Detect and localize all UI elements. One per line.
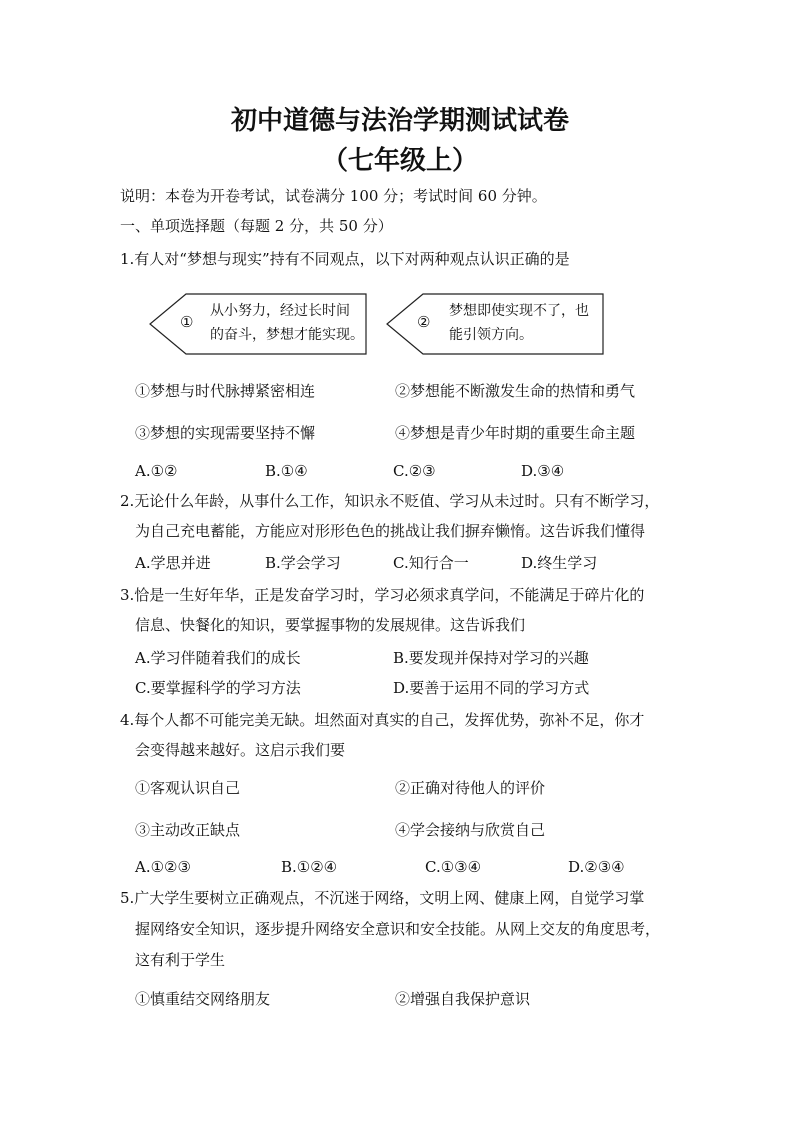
question-1-stem: 1.有人对“梦想与现实”持有不同观点，以下对两种观点认识正确的是 — [120, 250, 570, 268]
instructions: 说明：本卷为开卷考试，试卷满分 100 分；考试时间 60 分钟。 — [120, 187, 547, 205]
question-1-option-a: A.①② — [135, 462, 178, 480]
viewpoint-2-line-2: 能引领方向。 — [449, 327, 533, 343]
viewpoint-1-line-1: 从小努力，经过长时间 — [210, 303, 350, 319]
viewpoint-2-line-1: 梦想即使实现不了，也 — [449, 303, 589, 319]
question-1-item: ④梦想是青少年时期的重要生命主题 — [395, 424, 636, 442]
question-1-option-d: D.③④ — [521, 462, 565, 480]
question-5-line-2: 握网络安全知识，逐步提升网络安全意识和安全技能。从网上交友的角度思考， — [135, 920, 661, 938]
question-5-item: ①慎重结交网络朋友 — [135, 990, 271, 1008]
question-4-option-b: B.①②④ — [281, 858, 338, 876]
question-4-option-a: A.①②③ — [135, 858, 191, 876]
viewpoint-1-line-2: 的奋斗，梦想才能实现。 — [210, 327, 364, 343]
question-2-line-2: 为自己充电蓄能，方能应对形形色色的挑战让我们摒弃懒惰。这告诉我们懂得 — [135, 522, 646, 540]
question-4-line-1: 4.每个人都不可能完美无缺。坦然面对真实的自己，发挥优势，弥补不足，你才 — [120, 711, 645, 729]
question-2-option-a: A.学思并进 — [135, 554, 211, 572]
question-3-line-1: 3.恰是一生好年华，正是发奋学习时，学习必须求真学问，不能满足于碎片化的 — [120, 586, 645, 604]
question-3-option-b: B.要发现并保持对学习的兴趣 — [393, 649, 589, 667]
question-5-line-1: 5.广大学生要树立正确观点，不沉迷于网络，文明上网、健康上网，自觉学习掌 — [120, 889, 645, 907]
section-heading: 一、单项选择题（每题 2 分，共 50 分） — [120, 217, 393, 235]
page-subtitle: （七年级上） — [321, 146, 478, 176]
question-4-item: ①客观认识自己 — [135, 779, 241, 797]
question-4-item: ③主动改正缺点 — [135, 821, 241, 839]
question-2-option-b: B.学会学习 — [265, 554, 341, 572]
question-4-option-d: D.②③④ — [568, 858, 625, 876]
viewpoint-2-number: ② — [417, 313, 431, 331]
question-4-option-c: C.①③④ — [425, 858, 482, 876]
question-2-line-1: 2.无论什么年龄，从事什么工作，知识永不贬值、学习从未过时。只有不断学习， — [120, 492, 660, 510]
question-3-option-a: A.学习伴随着我们的成长 — [135, 649, 301, 667]
question-3-option-c: C.要掌握科学的学习方法 — [135, 679, 301, 697]
question-1-option-b: B.①④ — [265, 462, 308, 480]
question-4-line-2: 会变得越来越好。这启示我们要 — [135, 741, 346, 759]
question-4-item: ④学会接纳与欣赏自己 — [395, 821, 546, 839]
question-2-option-d: D.终生学习 — [521, 554, 598, 572]
question-1-item: ①梦想与时代脉搏紧密相连 — [135, 382, 316, 400]
question-2-option-c: C.知行合一 — [393, 554, 469, 572]
viewpoint-1-number: ① — [180, 313, 194, 331]
question-1-option-c: C.②③ — [393, 462, 436, 480]
question-3-option-d: D.要善于运用不同的学习方式 — [393, 679, 590, 697]
question-3-line-2: 信息、快餐化的知识，要掌握事物的发展规律。这告诉我们 — [135, 616, 526, 634]
question-5-line-3: 这有利于学生 — [135, 951, 226, 969]
question-1-item: ②梦想能不断激发生命的热情和勇气 — [395, 382, 636, 400]
question-1-item: ③梦想的实现需要坚持不懈 — [135, 424, 316, 442]
page-title: 初中道德与法治学期测试试卷 — [230, 106, 569, 136]
question-4-item: ②正确对待他人的评价 — [395, 779, 546, 797]
question-5-item: ②增强自我保护意识 — [395, 990, 531, 1008]
